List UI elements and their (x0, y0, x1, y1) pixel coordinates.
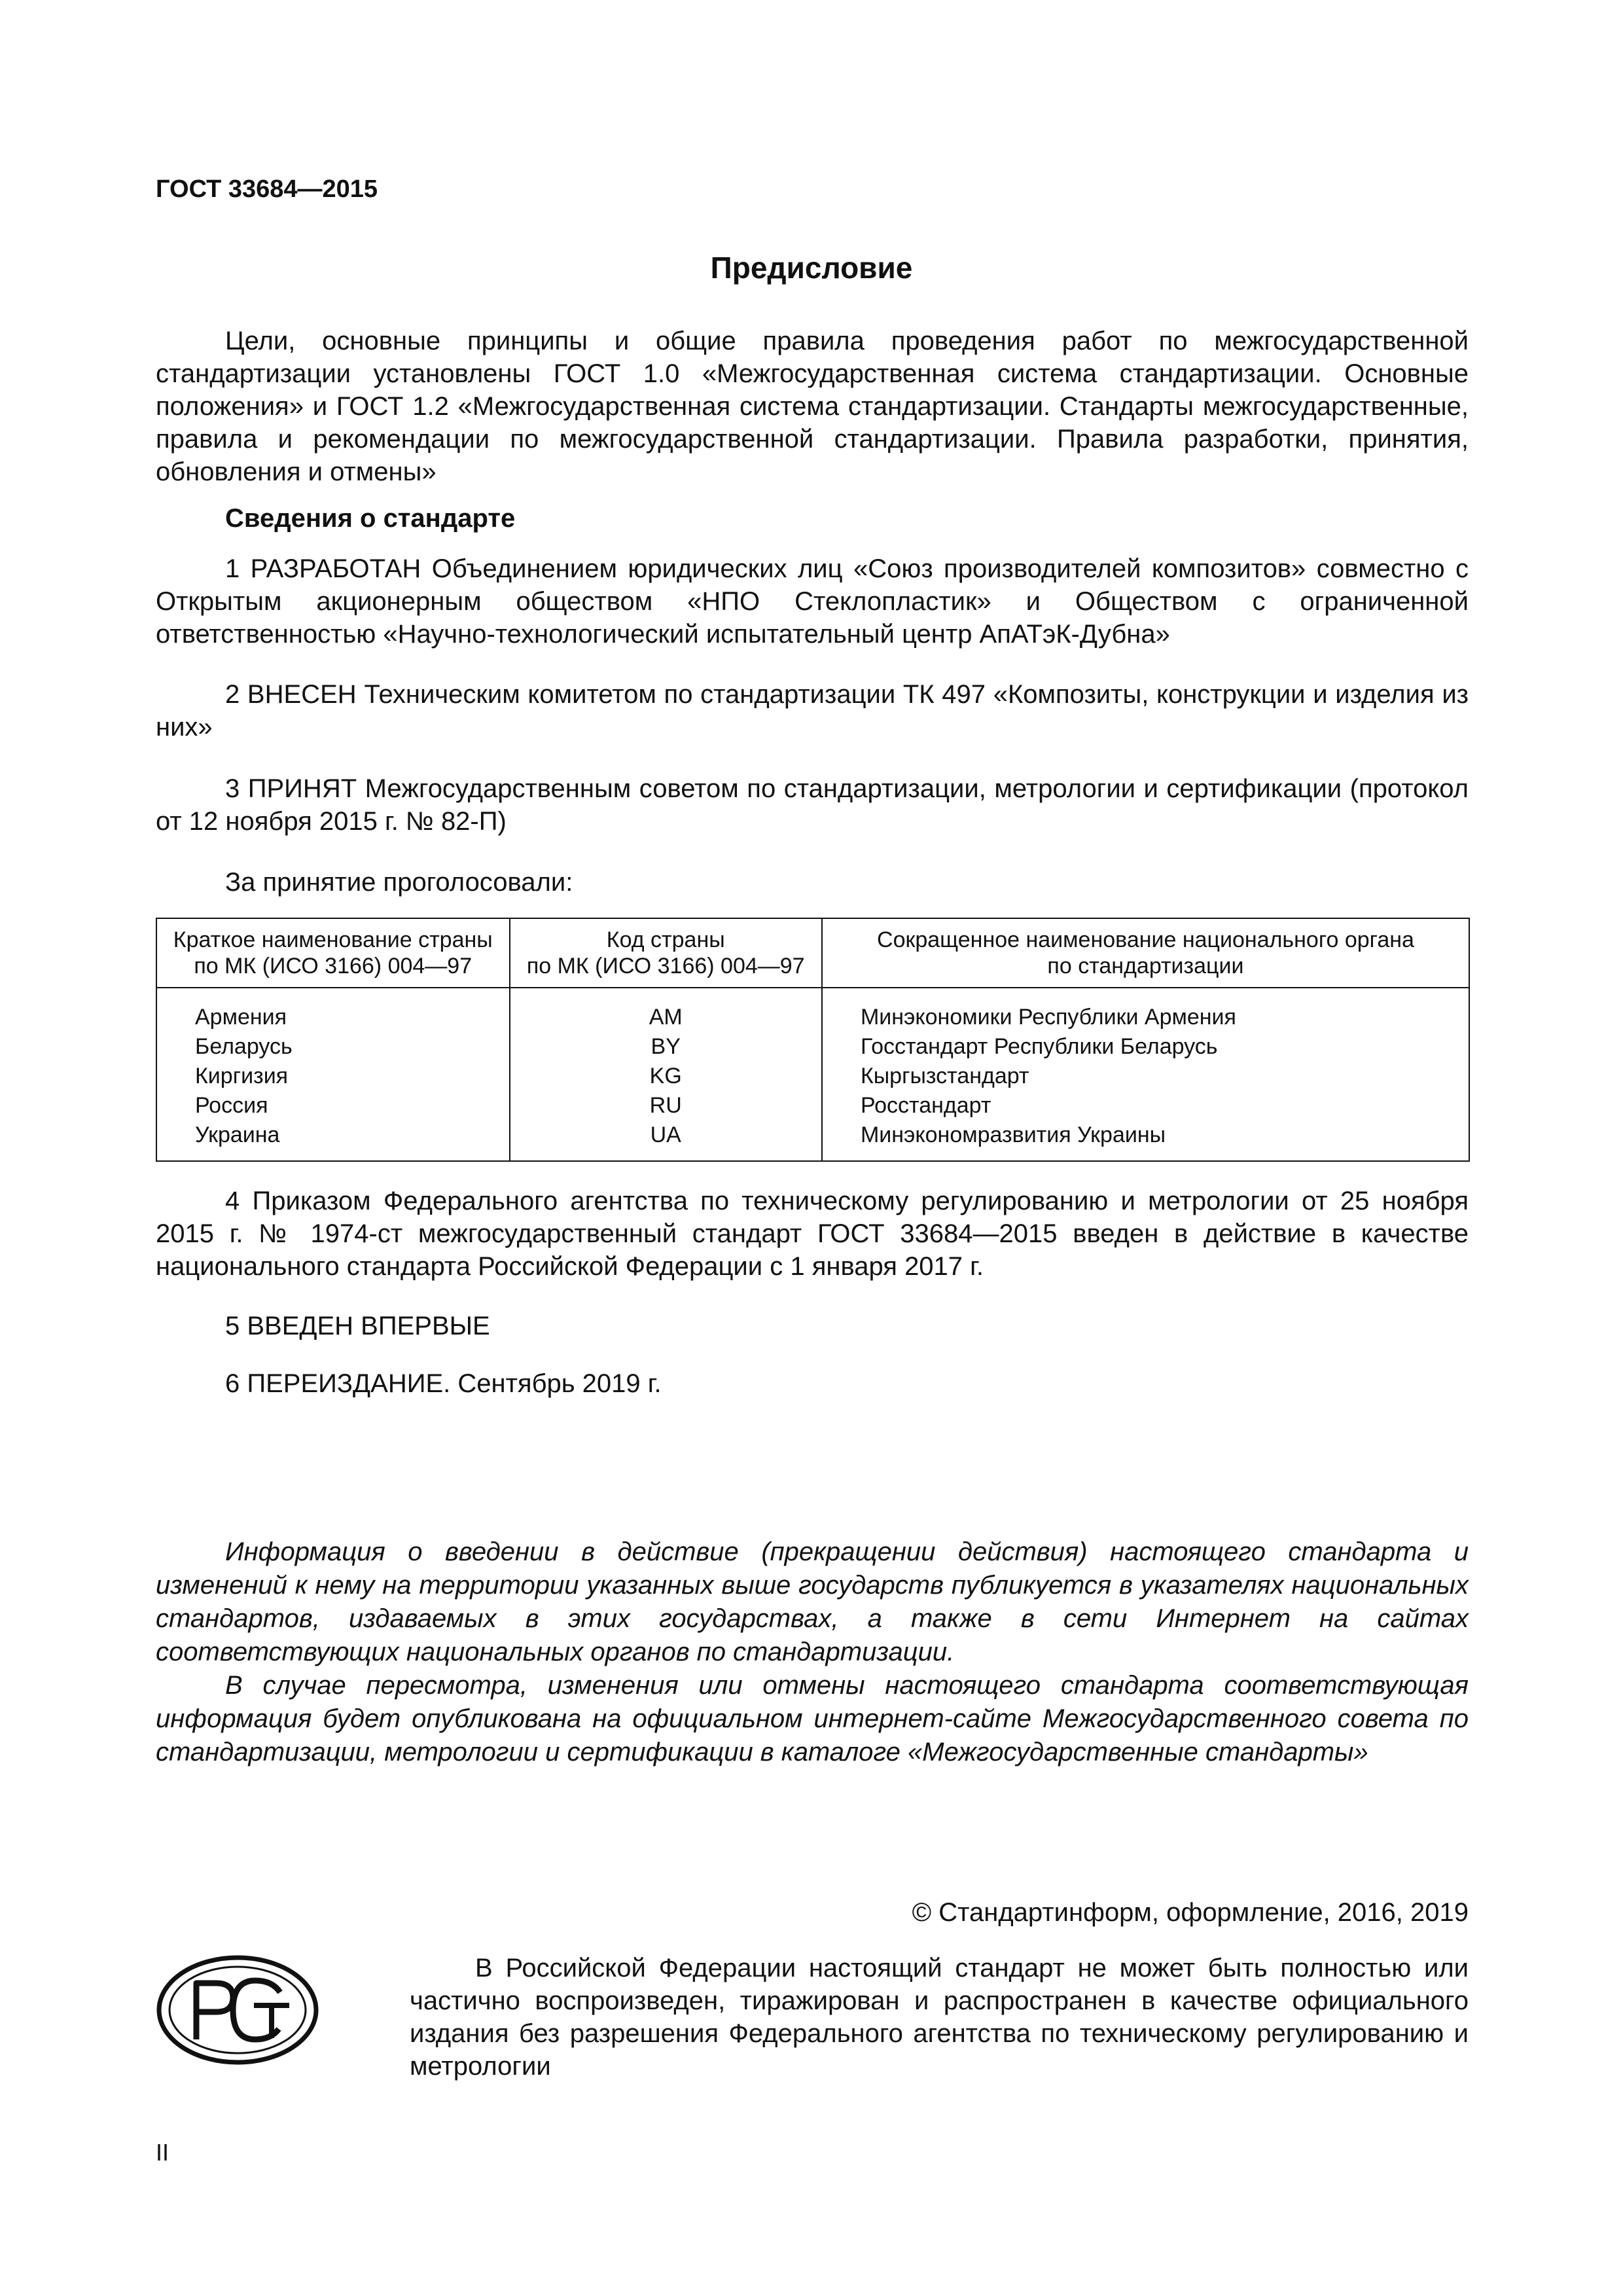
info-note-paragraph: Информация о введении в действие (прекращении действия) настоящего стандарта и изменений к нему на территории указанных выше государств публикуется в указателях национальных стандартов, издаваемых в этих государствах, а также в сети Интернет на сайтах соответствующих национальных органов по стандартизации. (156, 1537, 1469, 1666)
voting-table (156, 918, 1470, 1162)
org-cell: Кыргызстандарт (822, 1062, 1469, 1091)
code-cell: AM (510, 988, 822, 1032)
item-4-paragraph: 4 Приказом Федерального агентства по техническому регулированию и метрологии от 25 ноября 2015 г. № 1974-ст межгосударственный стандарт ГОСТ 33684—2015 введен в действие в качестве национального стандарта Российской Федерации с 1 января 2017 г. (156, 1187, 1469, 1281)
country-cell: Беларусь (156, 1032, 510, 1062)
revision-note-paragraph: В случае пересмотра, изменения или отмены настоящего стандарта соответствующая информация будет опубликована на официальном интернет-сайте Межгосударственного совета по стандартизации, метрологии и сертификации в каталоге «Межгосударственные стандарты» (156, 1671, 1469, 1767)
org-cell: Минэкономики Республики Армения (822, 988, 1469, 1032)
country-cell: Россия (156, 1091, 510, 1121)
table-row (156, 1121, 1469, 1161)
item-6-line: 6 ПЕРЕИЗДАНИЕ. Сентябрь 2019 г. (225, 1369, 662, 1398)
code-cell: BY (510, 1032, 822, 1062)
header-org: Сокращенное наименование национального органа по стандартизации (822, 918, 1469, 988)
header-country: Краткое наименование страны по МК (ИСО 3166) 004—97 (156, 918, 510, 988)
country-cell: Украина (156, 1121, 510, 1161)
section-heading: Сведения о стандарте (225, 504, 516, 533)
table-row (156, 1091, 1469, 1121)
intro-paragraph: Цели, основные принципы и общие правила проведения работ по межгосударственной стандартизации установлены ГОСТ 1.0 «Межгосударственная система стандартизации. Основные положения» и ГОСТ 1.2 «Межгосударственная система стандартизации. Стандарты межгосударственные, правила и рекомендации по межгосударственной стандартизации. Правила разработки, принятия, обновления и отмены» (156, 327, 1469, 486)
item-2-paragraph: 2 ВНЕСЕН Техническим комитетом по стандартизации ТК 497 «Композиты, конструкции и изделия из них» (156, 680, 1469, 742)
code-cell: UA (510, 1121, 822, 1161)
country-cell: Армения (156, 988, 510, 1032)
table-row (156, 1032, 1469, 1062)
code-cell: KG (510, 1062, 822, 1091)
page-number: II (156, 2139, 169, 2166)
rst-certification-mark-icon (156, 1954, 319, 2066)
org-cell: Госстандарт Республики Беларусь (822, 1032, 1469, 1062)
document-code: ГОСТ 33684—2015 (156, 175, 378, 203)
voted-label: За принятие проголосовали: (225, 868, 573, 897)
item-1-paragraph: 1 РАЗРАБОТАН Объединением юридических лиц «Союз производителей композитов» совместно с Открытым акционерным обществом «НПО Стеклопластик» и Обществом с ограниченной ответственностью «Научно-технологический испытательный центр АпАТэК-Дубна» (156, 554, 1469, 649)
table-header-row (156, 918, 1469, 988)
item-5-line: 5 ВВЕДЕН ВПЕРВЫЕ (225, 1312, 490, 1340)
copyright-line: © Стандартинформ, оформление, 2016, 2019 (912, 1898, 1469, 1927)
org-cell: Росстандарт (822, 1091, 1469, 1121)
org-cell: Минэкономразвития Украины (822, 1121, 1469, 1161)
table-row (156, 988, 1469, 1032)
item-3-paragraph: 3 ПРИНЯТ Межгосударственным советом по стандартизации, метрологии и сертификации (протокол от 12 ноября 2015 г. № 82-П) (156, 774, 1469, 836)
reproduction-notice: В Российской Федерации настоящий стандарт не может быть полностью или частично воспроизведен, тиражирован и распространен в качестве официального издания без разрешения Федерального агентства по техническому регулированию и метрологии (410, 1954, 1469, 2081)
header-code: Код страны по МК (ИСО 3166) 004—97 (510, 918, 822, 988)
code-cell: RU (510, 1091, 822, 1121)
country-cell: Киргизия (156, 1062, 510, 1091)
table-row (156, 1062, 1469, 1091)
page-title: Предисловие (710, 251, 913, 285)
